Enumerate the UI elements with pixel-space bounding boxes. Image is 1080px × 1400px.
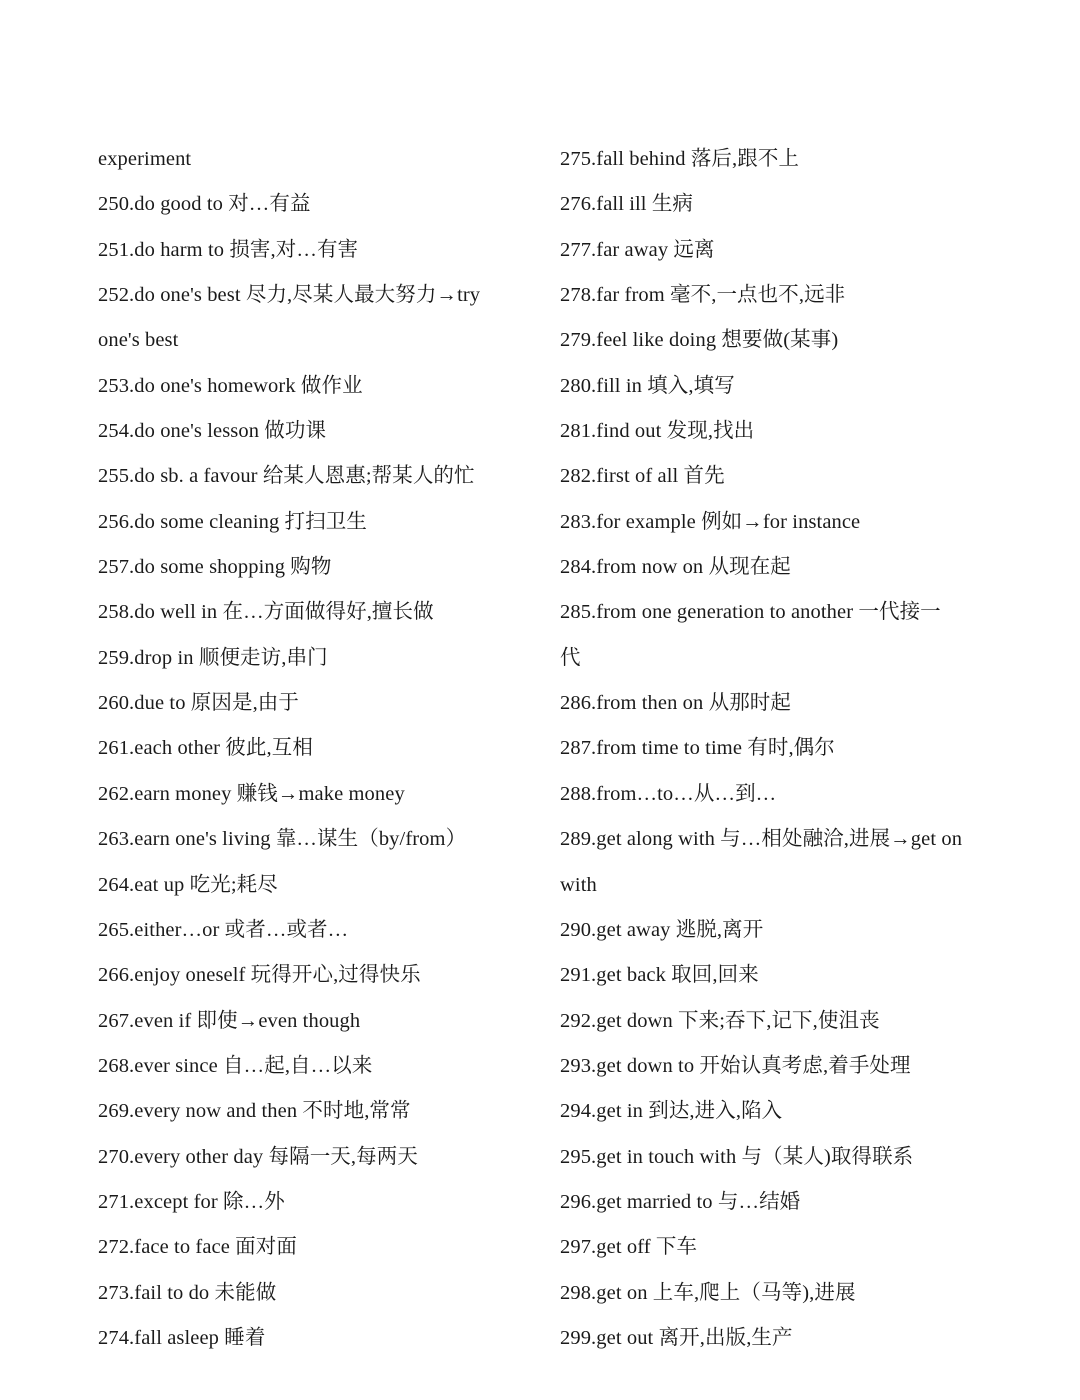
entry-line: 272.face to face 面对面 [98,1236,297,1259]
entry-line: 294.get in 到达,进入,陷入 [560,1100,783,1123]
entry-line: 268.ever since 自…起,自…以来 [98,1054,373,1077]
entry-line: 257.do some shopping 购物 [98,556,332,579]
entry-line: 292.get down 下来;吞下,记下,使沮丧 [560,1009,880,1032]
entry-line: 293.get down to 开始认真考虑,着手处理 [560,1054,911,1077]
entry-line: 259.drop in 顺便走访,串门 [98,646,328,669]
entry-line: 281.find out 发现,找出 [560,420,755,443]
entry-line: 264.eat up 吃光;耗尽 [98,873,278,896]
entry-line: 258.do well in 在…方面做得好,擅长做 [98,601,434,624]
entry-line: 286.from then on 从那时起 [560,692,791,715]
entry-line: 298.get on 上车,爬上（马等),进展 [560,1281,856,1304]
entry-line: 代 [560,646,581,669]
entry-line: 267.even if 即使→even though [98,1009,361,1032]
entry-line: 284.from now on 从现在起 [560,556,791,579]
entry-line: 274.fall asleep 睡着 [98,1326,266,1349]
entry-line: 265.either…or 或者…或者… [98,918,349,941]
right-column [560,137,1000,1361]
entry-line: 261.each other 彼此,互相 [98,737,313,760]
entry-line: 299.get out 离开,出版,生产 [560,1326,793,1349]
left-column [98,137,538,1361]
entry-line: 287.from time to time 有时,偶尔 [560,737,835,760]
entry-line: 278.far from 毫不,一点也不,远非 [560,284,846,307]
entry-line: 260.due to 原因是,由于 [98,692,299,715]
entry-line: 271.except for 除…外 [98,1190,285,1213]
entry-line: 279.feel like doing 想要做(某事) [560,329,839,352]
entry-line: 290.get away 逃脱,离开 [560,918,764,941]
entry-line: 280.fill in 填入,填写 [560,374,735,397]
entry-line: 289.get along with 与…相处融洽,进展→get on [560,828,963,851]
entry-line: 270.every other day 每隔一天,每两天 [98,1145,418,1168]
entry-line: 254.do one's lesson 做功课 [98,420,327,443]
entry-line: 266.enjoy oneself 玩得开心,过得快乐 [98,964,421,987]
entry-line: 256.do some cleaning 打扫卫生 [98,510,367,533]
entry-line: 255.do sb. a favour 给某人恩惠;帮某人的忙 [98,465,475,488]
entry-line: 291.get back 取回,回来 [560,964,759,987]
entry-line: 263.earn one's living 靠…谋生（by/from） [98,828,467,851]
entry-line: 273.fail to do 未能做 [98,1281,277,1304]
entry-line: with [560,873,597,896]
entry-line: one's best [98,329,179,352]
entry-line: 282.first of all 首先 [560,465,725,488]
entry-line: 285.from one generation to another 一代接一 [560,601,941,624]
entry-line: 252.do one's best 尽力,尽某人最大努力→try [98,284,481,307]
entry-line: 250.do good to 对…有益 [98,193,311,216]
entry-line: 269.every now and then 不时地,常常 [98,1100,411,1123]
entry-line: 262.earn money 赚钱→make money [98,782,405,805]
entry-line: 251.do harm to 损害,对…有害 [98,238,359,261]
entry-line: 275.fall behind 落后,跟不上 [560,148,800,170]
entry-line: 296.get married to 与…结婚 [560,1190,801,1213]
entry-line: 288.from…to…从…到… [560,782,777,805]
entry-line: 283.for example 例如→for instance [560,510,861,533]
entry-line: 277.far away 远离 [560,238,715,261]
entry-line: experiment [98,148,192,170]
entry-line: 276.fall ill 生病 [560,193,694,216]
entry-line: 297.get off 下车 [560,1236,698,1259]
entry-line: 295.get in touch with 与（某人)取得联系 [560,1145,914,1168]
entry-line: 253.do one's homework 做作业 [98,374,363,397]
